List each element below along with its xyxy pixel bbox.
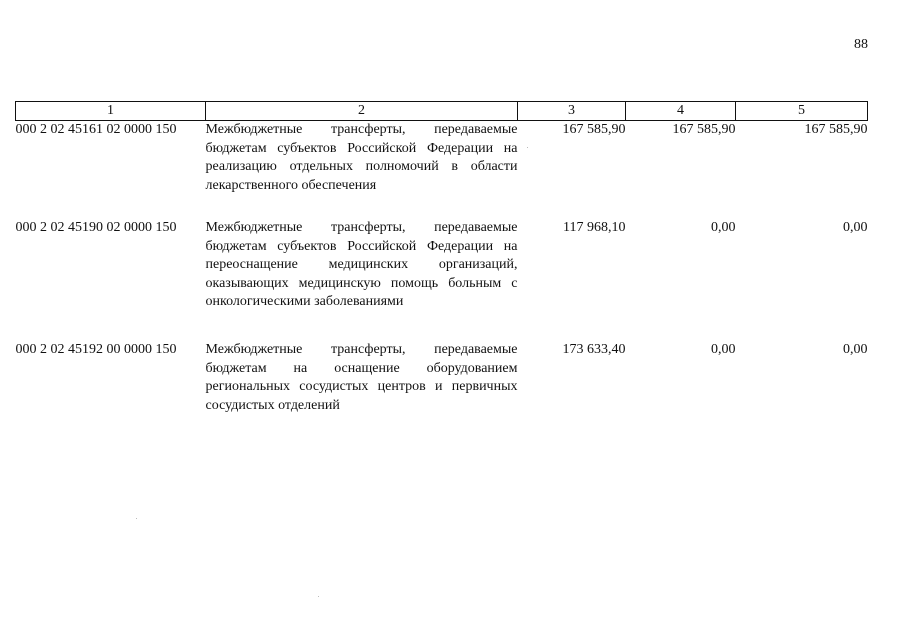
row-description: Межбюджетные трансферты, передаваемые бюджетам на оснащение оборудованием региональных сосудистых центров и первичных сосудистых отделений	[205, 342, 518, 413]
value-col4: 0,00	[711, 220, 736, 235]
table-row	[16, 121, 868, 216]
column-header-4: 4	[626, 102, 736, 121]
budget-code: 000 2 02 45192 00 0000 150	[15, 342, 177, 357]
column-header-3: 3	[518, 102, 626, 121]
value-col4: 0,00	[711, 342, 736, 357]
scan-speck	[527, 147, 528, 148]
budget-code: 000 2 02 45190 02 0000 150	[15, 220, 177, 235]
table-body	[16, 121, 868, 416]
value-col5: 0,00	[843, 220, 868, 235]
scan-speck	[136, 518, 137, 519]
table-row	[16, 337, 868, 415]
column-header-1: 1	[16, 102, 206, 121]
value-col3: 167 585,90	[562, 122, 626, 137]
table-row	[16, 215, 868, 337]
value-col5: 0,00	[843, 342, 868, 357]
scan-speck	[318, 596, 319, 597]
table-header	[16, 102, 868, 121]
column-header-5: 5	[736, 102, 868, 121]
value-col3: 173 633,40	[562, 342, 626, 357]
value-col3: 117 968,10	[563, 220, 626, 235]
budget-table	[15, 101, 868, 415]
header-row	[16, 102, 868, 121]
row-description: Межбюджетные трансферты, передаваемые бюджетам субъектов Российской Федерации на реализацию отдельных полномочий в области лекарственного обеспечения	[205, 122, 518, 193]
page-number: 88	[854, 37, 868, 52]
value-col5: 167 585,90	[804, 122, 868, 137]
column-header-2: 2	[206, 102, 518, 121]
budget-code: 000 2 02 45161 02 0000 150	[15, 122, 177, 137]
value-col4: 167 585,90	[672, 122, 736, 137]
row-description: Межбюджетные трансферты, передаваемые бюджетам субъектов Российской Федерации на переоснащение медицинских организаций, оказывающих медицинскую помощь больным с онкологическими заболеваниями	[205, 220, 518, 309]
